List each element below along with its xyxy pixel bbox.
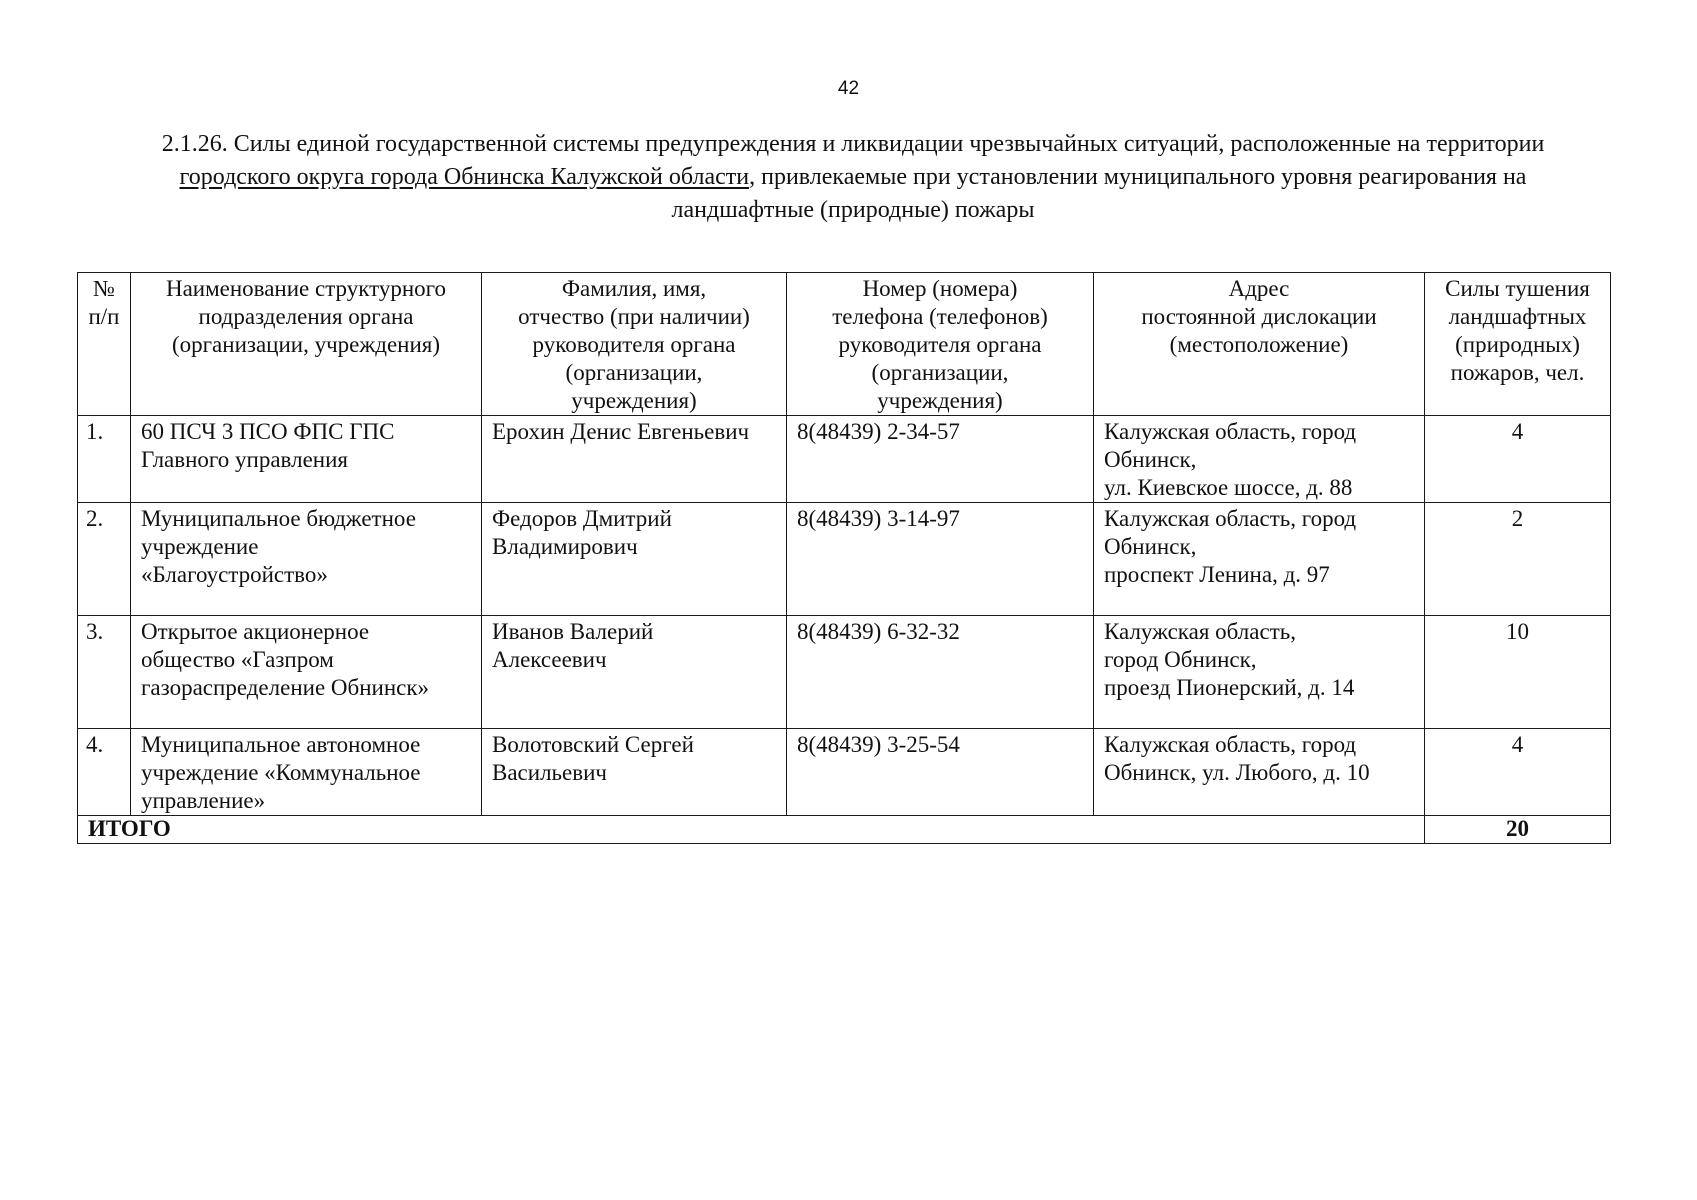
row-unit-name: Муниципальное автономное учреждение «Коммунальное управление» bbox=[131, 729, 482, 816]
row-unit-name: Открытое акционерное общество «Газпром газораспределение Обнинск» bbox=[131, 616, 482, 729]
row-unit-name: Муниципальное бюджетное учреждение «Благоустройство» bbox=[131, 503, 482, 616]
heading-text-part1: 2.1.26. Силы единой государственной системы предупреждения и ликвидации чрезвычайных ситуаций, расположенные на территории bbox=[161, 131, 1545, 157]
header-address: Адрес постоянной дислокации (местоположение) bbox=[1094, 273, 1425, 416]
table-row bbox=[78, 616, 1611, 729]
table-total-row bbox=[78, 816, 1611, 844]
document-heading bbox=[118, 128, 1588, 227]
table-row bbox=[78, 729, 1611, 816]
header-strength: Силы тушения ландшафтных (природных) пожаров, чел. bbox=[1425, 273, 1611, 416]
header-num: № п/п bbox=[78, 273, 131, 416]
total-label: ИТОГО bbox=[78, 816, 1425, 844]
row-strength: 10 bbox=[1425, 616, 1611, 729]
row-head-name: Федоров Дмитрий Владимирович bbox=[482, 503, 787, 616]
row-num: 1. bbox=[78, 416, 131, 503]
table-header-row bbox=[78, 273, 1611, 416]
row-address: Калужская область, город Обнинск, ул. Любого, д. 10 bbox=[1094, 729, 1425, 816]
row-phone: 8(48439) 2-34-57 bbox=[787, 416, 1094, 503]
row-head-name: Иванов Валерий Алексеевич bbox=[482, 616, 787, 729]
row-unit-name: 60 ПСЧ 3 ПСО ФПС ГПС Главного управления bbox=[131, 416, 482, 503]
forces-table bbox=[77, 272, 1611, 844]
row-head-name: Ерохин Денис Евгеньевич bbox=[482, 416, 787, 503]
page-number: 42 bbox=[837, 78, 860, 99]
header-phone: Номер (номера) телефона (телефонов) руководителя органа (организации, учреждения) bbox=[787, 273, 1094, 416]
row-num: 4. bbox=[78, 729, 131, 816]
row-address: Калужская область, город Обнинск, ул. Киевское шоссе, д. 88 bbox=[1094, 416, 1425, 503]
row-phone: 8(48439) 3-14-97 bbox=[787, 503, 1094, 616]
row-phone: 8(48439) 6-32-32 bbox=[787, 616, 1094, 729]
table-row bbox=[78, 416, 1611, 503]
header-unit-name: Наименование структурного подразделения органа (организации, учреждения) bbox=[131, 273, 482, 416]
row-num: 3. bbox=[78, 616, 131, 729]
heading-text-part2: , привлекаемые при установлении муниципального уровня реагирования на ландшафтные (природные) пожары bbox=[671, 164, 1527, 223]
total-value: 20 bbox=[1425, 816, 1611, 844]
row-strength: 4 bbox=[1425, 416, 1611, 503]
row-address: Калужская область, город Обнинск, проспект Ленина, д. 97 bbox=[1094, 503, 1425, 616]
row-num: 2. bbox=[78, 503, 131, 616]
row-address: Калужская область, город Обнинск, проезд Пионерский, д. 14 bbox=[1094, 616, 1425, 729]
heading-underlined-territory: городского округа города Обнинска Калужской области bbox=[179, 164, 750, 190]
header-head-name: Фамилия, имя, отчество (при наличии) руководителя органа (организации, учреждения) bbox=[482, 273, 787, 416]
row-head-name: Волотовский Сергей Васильевич bbox=[482, 729, 787, 816]
row-strength: 2 bbox=[1425, 503, 1611, 616]
table-row bbox=[78, 503, 1611, 616]
row-strength: 4 bbox=[1425, 729, 1611, 816]
row-phone: 8(48439) 3-25-54 bbox=[787, 729, 1094, 816]
